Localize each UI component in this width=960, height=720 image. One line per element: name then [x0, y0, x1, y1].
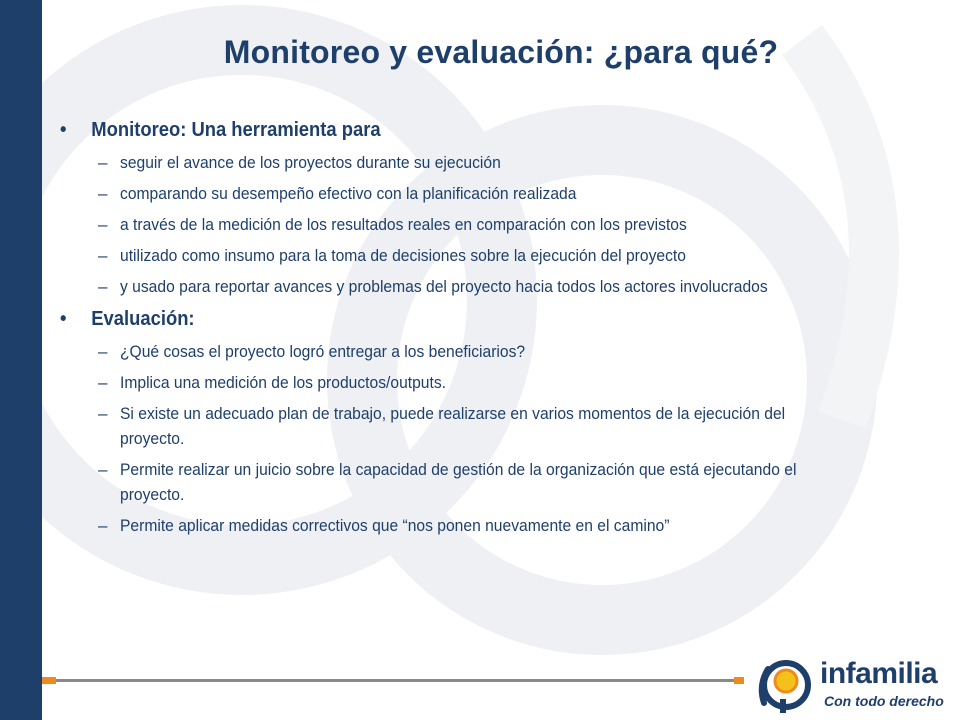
- logo-brand-text: infamilia: [820, 657, 938, 690]
- slide-content: [60, 118, 900, 546]
- section-heading-text: Monitoreo: Una herramienta para: [91, 119, 381, 141]
- footer-divider: [42, 679, 734, 682]
- list-item: [60, 181, 900, 206]
- dash-marker: –: [98, 373, 108, 392]
- section-heading-text: Evaluación:: [91, 308, 195, 330]
- evaluacion-list: [60, 339, 900, 538]
- family-emblem-icon: [750, 655, 816, 715]
- footer-divider-accent-left: [42, 677, 56, 684]
- list-item-text: y usado para reportar avances y problemas del proyecto hacia todos los actores involucrados: [120, 277, 768, 296]
- list-item: [60, 243, 900, 268]
- list-item-text: utilizado como insumo para la toma de decisiones sobre la ejecución del proyecto: [120, 246, 686, 265]
- bullet-dot: •: [60, 308, 67, 330]
- list-item-text: Implica una medición de los productos/outputs.: [120, 373, 447, 392]
- list-item-text: Permite realizar un juicio sobre la capacidad de gestión de la organización que está ejecutando el proyecto.: [120, 460, 797, 504]
- list-item: [60, 457, 900, 507]
- footer-divider-accent-right: [734, 677, 744, 684]
- list-item-text: Si existe un adecuado plan de trabajo, puede realizarse en varios momentos de la ejecución del proyecto.: [120, 404, 786, 448]
- list-item-text: Permite aplicar medidas correctivos que “nos ponen nuevamente en el camino”: [120, 516, 670, 535]
- list-item-text: ¿Qué cosas el proyecto logró entregar a los beneficiarios?: [120, 342, 526, 361]
- left-accent-bar: [0, 0, 42, 720]
- list-item: [60, 212, 900, 237]
- dash-marker: –: [98, 516, 108, 535]
- slide-title: Monitoreo y evaluación: ¿para qué?: [223, 34, 779, 70]
- section-heading-evaluacion: [60, 307, 833, 331]
- dash-marker: –: [98, 184, 108, 203]
- dash-marker: –: [98, 460, 108, 479]
- list-item: [60, 274, 900, 299]
- list-item-text: seguir el avance de los proyectos durante su ejecución: [120, 153, 501, 172]
- list-item-text: comparando su desempeño efectivo con la planificación realizada: [120, 184, 577, 203]
- section-heading-monitoreo: [60, 118, 833, 142]
- dash-marker: –: [98, 246, 108, 265]
- list-item: [60, 513, 900, 538]
- dash-marker: –: [98, 404, 108, 423]
- dash-marker: –: [98, 342, 108, 361]
- list-item: [60, 339, 900, 364]
- list-item: [60, 150, 900, 175]
- logo-tagline: Con todo derecho: [824, 693, 944, 709]
- infamilia-logo: [750, 655, 950, 715]
- list-item-text: a través de la medición de los resultados reales en comparación con los previstos: [120, 215, 687, 234]
- dash-marker: –: [98, 153, 108, 172]
- dash-marker: –: [98, 215, 108, 234]
- monitoreo-list: [60, 150, 900, 299]
- list-item: [60, 401, 900, 451]
- bullet-dot: •: [60, 119, 67, 141]
- list-item: [60, 370, 900, 395]
- dash-marker: –: [98, 277, 108, 296]
